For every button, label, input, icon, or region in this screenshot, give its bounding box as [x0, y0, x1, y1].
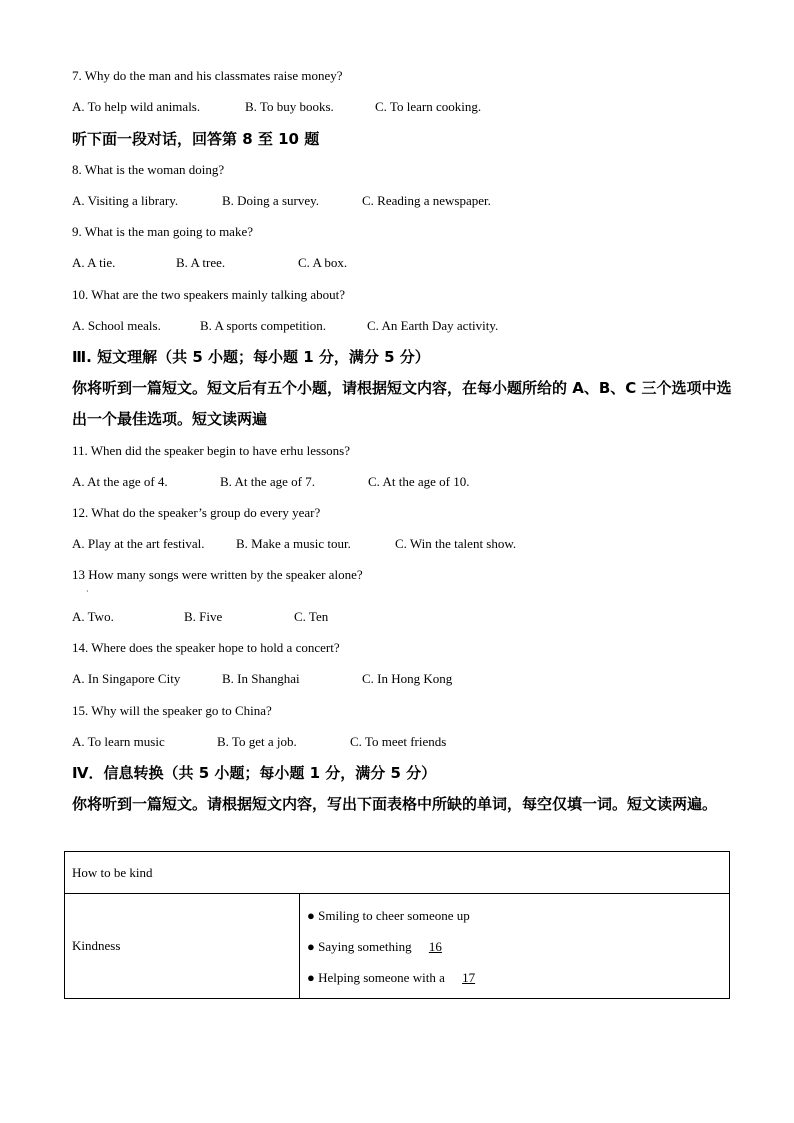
- answer-blank-16[interactable]: 16: [428, 938, 442, 954]
- option-a: A. To help wild animals.: [72, 99, 201, 114]
- option-c: C. Reading a newspaper.: [362, 193, 491, 208]
- row-label: Kindness: [65, 894, 300, 999]
- info-table: [64, 851, 730, 999]
- option-a: A. School meals.: [72, 318, 161, 333]
- table-row: [65, 894, 730, 999]
- bullet-item: [307, 931, 722, 962]
- option-b: B. At the age of 7.: [220, 474, 315, 489]
- option-b: B. Five: [184, 609, 223, 624]
- question-8: 8. What is the woman doing?: [72, 162, 225, 177]
- option-c: C. To meet friends: [350, 734, 447, 749]
- stray-dot: ·: [86, 587, 89, 596]
- question-12: 12. What do the speaker’s group do every year?: [72, 505, 321, 520]
- option-b: B. In Shanghai: [222, 671, 300, 686]
- option-b: B. A tree.: [176, 255, 226, 270]
- section-4-heading: Ⅳ．信息转换（共 5 小题；每小题 1 分，满分 5 分）: [72, 764, 437, 782]
- section-3-heading: Ⅲ. 短文理解（共 5 小题；每小题 1 分，满分 5 分）: [72, 348, 430, 366]
- option-a: A. At the age of 4.: [72, 474, 168, 489]
- bullet-icon: ●: [307, 907, 315, 923]
- bullet-text: Helping someone with a: [318, 969, 445, 985]
- bullet-item: [307, 900, 722, 931]
- question-11: 11. When did the speaker begin to have erhu lessons?: [72, 443, 350, 458]
- question-14: 14. Where does the speaker hope to hold a concert?: [72, 640, 340, 655]
- option-c: C. A box.: [298, 255, 348, 270]
- table-row: [65, 852, 730, 894]
- table-title: How to be kind: [65, 852, 730, 894]
- section-3-instruction: 你将听到一篇短文。短文后有五个小题，请根据短文内容，在每小题所给的 A、B、C 三个选项中选出一个最佳选项。短文读两遍: [72, 379, 732, 428]
- question-10: 10. What are the two speakers mainly talking about?: [72, 287, 346, 302]
- question-15: 15. Why will the speaker go to China?: [72, 703, 272, 718]
- option-a: A. To learn music: [72, 734, 165, 749]
- option-c: C. Win the talent show.: [395, 536, 517, 551]
- question-7: 7. Why do the man and his classmates raise money?: [72, 68, 343, 83]
- option-c: C. An Earth Day activity.: [367, 318, 499, 333]
- bullet-icon: ●: [307, 938, 315, 954]
- option-a: A. Play at the art festival.: [72, 536, 205, 551]
- option-b: B. To get a job.: [217, 734, 297, 749]
- answer-blank-17[interactable]: 17: [462, 969, 476, 985]
- dialog-heading: 听下面一段对话，回答第 8 至 10 题: [72, 130, 320, 148]
- option-a: A. In Singapore City: [72, 671, 181, 686]
- option-a: A. Visiting a library.: [72, 193, 179, 208]
- bullet-text: Saying something: [318, 938, 412, 954]
- option-a: A. A tie.: [72, 255, 116, 270]
- option-b: B. A sports competition.: [200, 318, 327, 333]
- option-c: C. To learn cooking.: [375, 99, 482, 114]
- option-b: B. Doing a survey.: [222, 193, 320, 208]
- option-b: B. To buy books.: [245, 99, 334, 114]
- option-c: C. Ten: [294, 609, 329, 624]
- bullet-cell: [300, 894, 730, 999]
- bullet-icon: ●: [307, 969, 315, 985]
- bullet-text: Smiling to cheer someone up: [318, 907, 470, 923]
- question-13: 13 How many songs were written by the speaker alone?: [72, 567, 363, 582]
- option-a: A. Two.: [72, 609, 114, 624]
- bullet-item: [307, 962, 722, 993]
- question-9: 9. What is the man going to make?: [72, 224, 253, 239]
- option-c: C. At the age of 10.: [368, 474, 470, 489]
- option-b: B. Make a music tour.: [236, 536, 351, 551]
- option-c: C. In Hong Kong: [362, 671, 453, 686]
- section-4-instruction: 你将听到一篇短文。请根据短文内容，写出下面表格中所缺的单词，每空仅填一词。短文读两遍。: [72, 795, 718, 813]
